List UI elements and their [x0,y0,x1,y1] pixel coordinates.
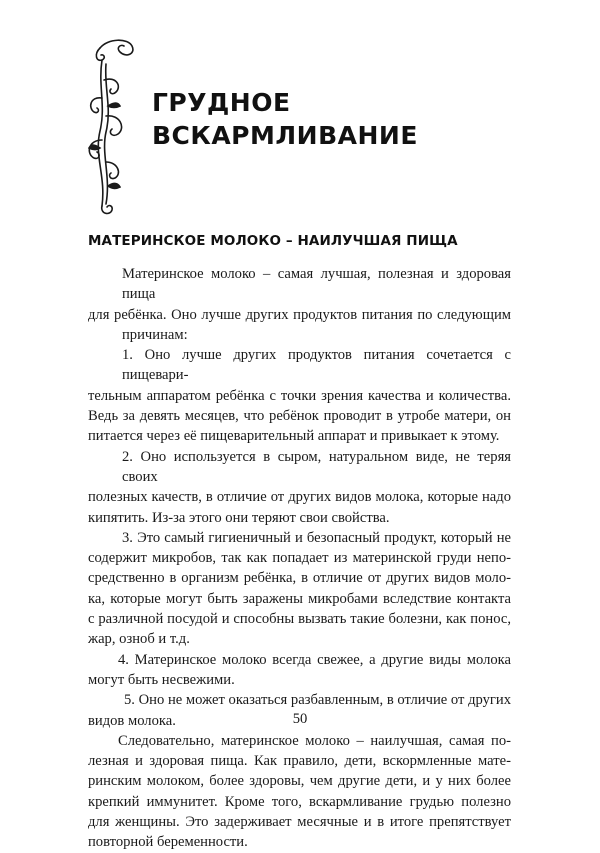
page-number: 50 [292,711,308,727]
decorative-scroll-ornament [84,36,140,216]
body-line: полезных качеств, в отличие от других видов молока, которые надо [88,489,511,506]
section-heading: МАТЕРИНСКОЕ МОЛОКО – НАИЛУЧШАЯ ПИЩА [88,233,458,249]
body-line: лезная и здоровая пища. Как правило, дети, вскормленные мате- [88,753,511,770]
body-text [88,264,511,853]
body-line: 2. Оно используется в сыром, натуральном виде, не теряя своих [122,448,511,485]
body-line: 5. Оно не может оказаться разбавленным, в отличие от других [124,692,511,709]
body-line: средственно в организм ребёнка, в отличие от других видов моло- [88,570,511,587]
body-line: Ведь за девять месяцев, что ребёнок проводит в утробе матери, он [88,408,511,425]
body-line: для женщины. Это задерживает месячные и в итоге препятствует [88,814,511,831]
body-line: 3. Это самый гигиеничный и безопасный продукт, который не [122,529,511,546]
body-line: с различной посудой и способны вызвать такие болезни, как понос, [88,611,511,628]
body-line: видов молока. [88,712,176,729]
chapter-title-line-1: ГРУДНОЕ [152,88,291,117]
body-line: могут быть несвежими. [88,671,235,688]
body-line: 4. Материнское молоко всегда свежее, а другие виды молока [118,651,511,668]
body-line: ринским молоком, более здоровы, чем другие дети, и у них более [88,773,511,790]
body-line: кипятить. Из-за этого они теряют свои свойства. [88,509,390,526]
body-line: повторной беременности. [88,834,248,851]
body-line: для ребёнка. Оно лучше других продуктов питания по следующим [88,306,511,323]
body-line: Материнское молоко – самая лучшая, полезная и здоровая пища [122,266,511,303]
chapter-title [152,86,418,152]
body-line: ка, которые могут быть заражены микробами вследствие контакта [88,590,511,607]
body-line: питается через её пищеварительный аппарат и привыкает к этому. [88,428,500,445]
body-line: причинам: [122,326,188,343]
body-line: жар, озноб и т.д. [88,631,190,648]
body-line: 1. Оно лучше других продуктов питания сочетается с пищевари- [122,347,511,384]
body-line: тельным аппаратом ребёнка с точки зрения качества и количества. [88,387,511,404]
body-line: содержит микробов, так как попадает из материнской груди непо- [88,550,511,567]
body-line: Следовательно, материнское молоко – наилучшая, самая по- [118,732,511,749]
body-line: крепкий иммунитет. Кроме того, вскармливание грудью полезно [88,793,511,810]
chapter-title-line-2: ВСКАРМЛИВАНИЕ [152,121,418,150]
